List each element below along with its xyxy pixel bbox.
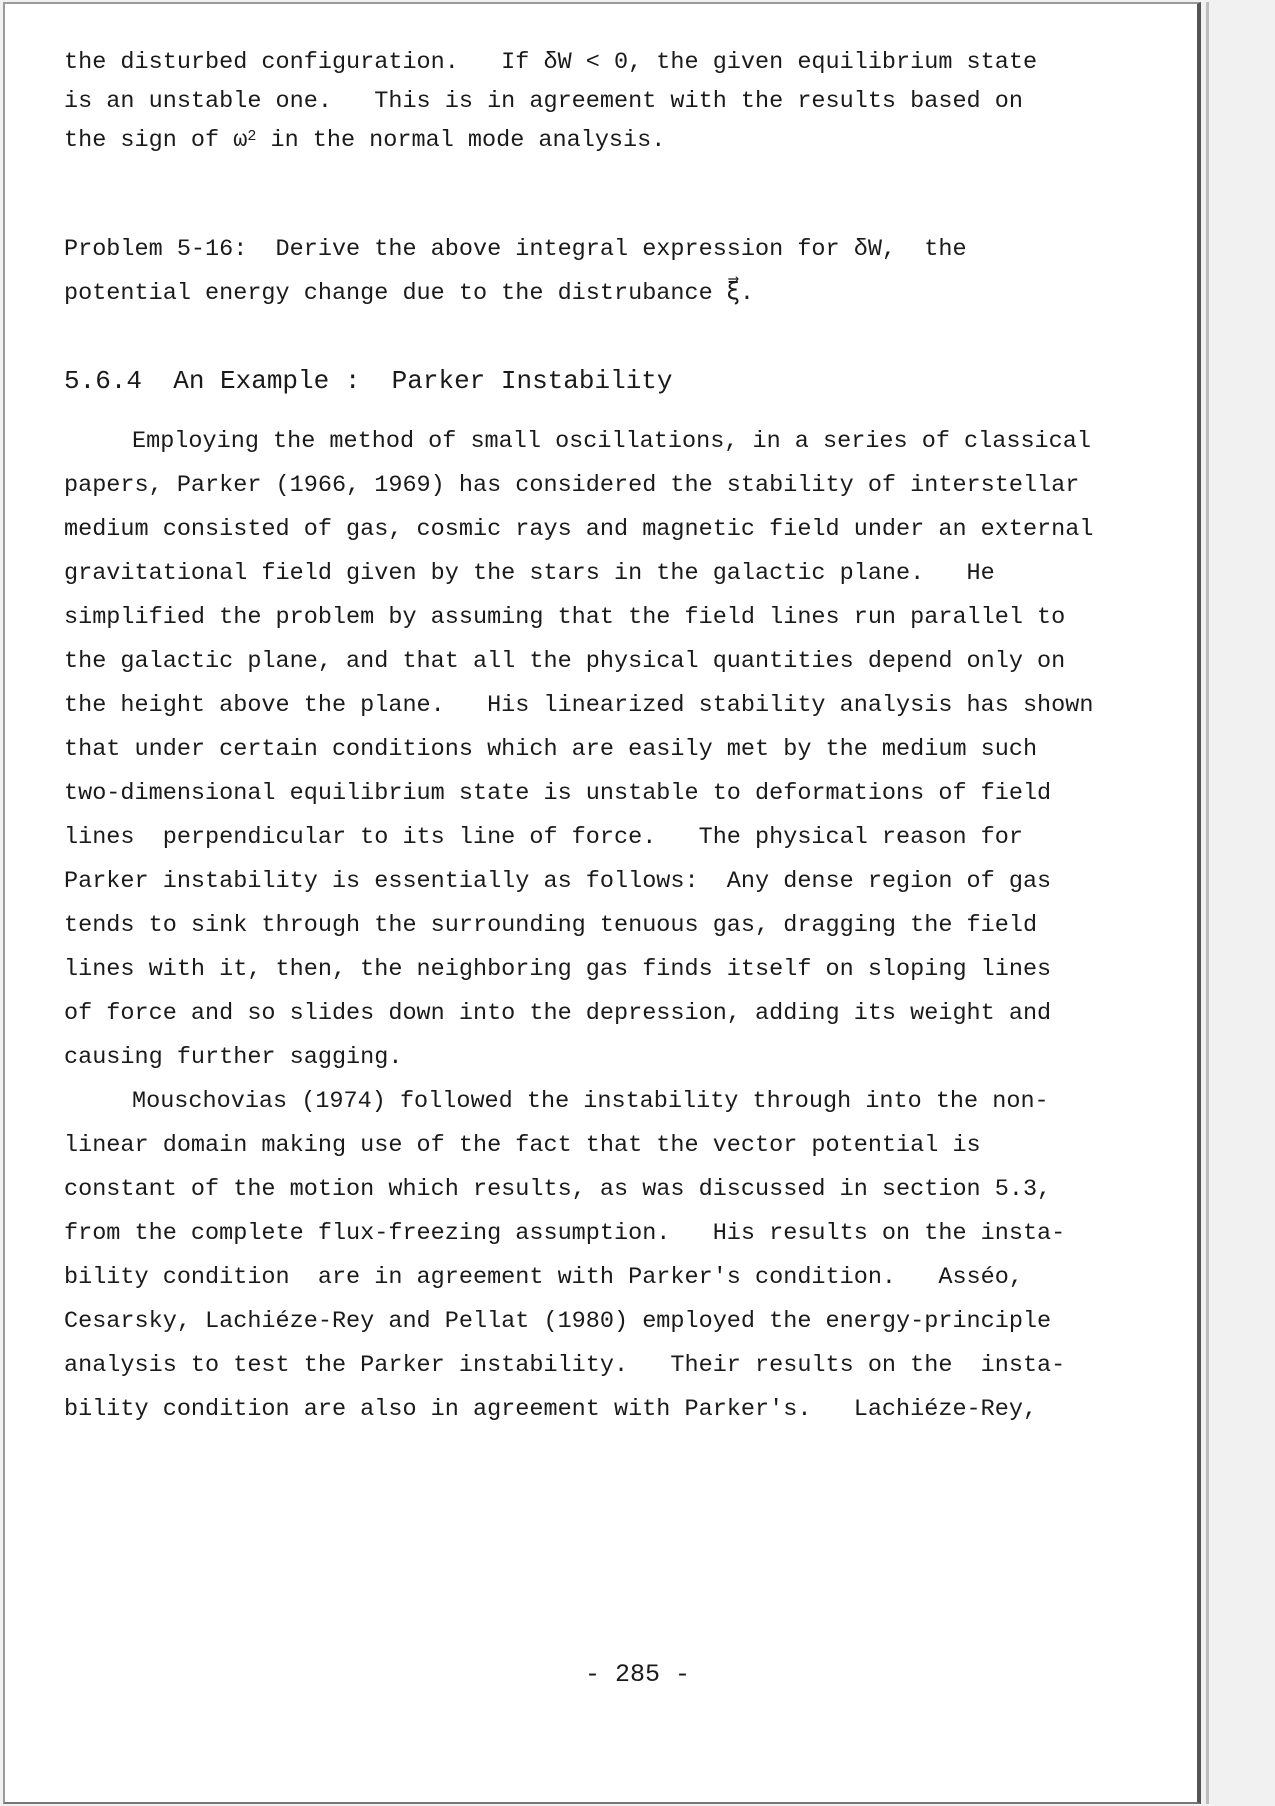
page-edge-shadow xyxy=(1206,2,1209,1804)
paragraph-line: tends to sink through the surrounding tenuous gas, dragging the field xyxy=(64,912,1038,939)
superscript: 2 xyxy=(247,128,257,145)
problem-line: potential energy change due to the distrubance ξ⃗. xyxy=(64,280,755,307)
paragraph-line: bility condition are also in agreement with Parker's. Lachiéze-Rey, xyxy=(64,1396,1038,1423)
paragraph-line: that under certain conditions which are easily met by the medium such xyxy=(64,736,1038,763)
text-line xyxy=(64,126,665,156)
paragraph-line: from the complete flux-freezing assumption. His results on the insta- xyxy=(64,1220,1066,1247)
page-number: - 285 - xyxy=(584,1660,691,1689)
paragraph-line: gravitational field given by the stars in the galactic plane. He xyxy=(64,560,995,587)
text-fragment: in the normal mode analysis. xyxy=(256,127,666,154)
paragraph-line: Employing the method of small oscillations, in a series of classical xyxy=(132,428,1091,455)
paragraph-line: simplified the problem by assuming that the field lines run parallel to xyxy=(64,604,1066,631)
paragraph-line: Mouschovias (1974) followed the instability through into the non- xyxy=(132,1088,1049,1115)
text-fragment: the sign of ω xyxy=(64,127,248,154)
paragraph-line: two-dimensional equilibrium state is unstable to deformations of field xyxy=(64,780,1052,807)
document-page xyxy=(3,2,1201,1804)
text-line: is an unstable one. This is in agreement with the results based on xyxy=(64,88,1023,115)
paragraph-line: linear domain making use of the fact that the vector potential is xyxy=(64,1132,981,1159)
section-heading: 5.6.4 An Example : Parker Instability xyxy=(64,366,673,396)
paragraph-line: papers, Parker (1966, 1969) has considered the stability of interstellar xyxy=(64,472,1080,499)
paragraph-line: constant of the motion which results, as was discussed in section 5.3, xyxy=(64,1176,1052,1203)
paragraph-line: Parker instability is essentially as follows: Any dense region of gas xyxy=(64,868,1052,895)
paragraph-line: analysis to test the Parker instability. Their results on the insta- xyxy=(64,1352,1066,1379)
paragraph-line: Cesarsky, Lachiéze-Rey and Pellat (1980) employed the energy-principle xyxy=(64,1308,1052,1335)
paragraph-line: medium consisted of gas, cosmic rays and magnetic field under an external xyxy=(64,516,1094,543)
problem-line: Problem 5-16: Derive the above integral expression for δW, the xyxy=(64,236,967,263)
paragraph-line: of force and so slides down into the depression, adding its weight and xyxy=(64,1000,1052,1027)
paragraph-line: the height above the plane. His linearized stability analysis has shown xyxy=(64,692,1094,719)
paragraph-line: causing further sagging. xyxy=(64,1044,403,1071)
paragraph-line: lines perpendicular to its line of force. The physical reason for xyxy=(64,824,1023,851)
paragraph-line: lines with it, then, the neighboring gas finds itself on sloping lines xyxy=(64,956,1052,983)
text-line: the disturbed configuration. If δW < 0, the given equilibrium state xyxy=(64,49,1038,76)
paragraph-line: the galactic plane, and that all the physical quantities depend only on xyxy=(64,648,1066,675)
paragraph-line: bility condition are in agreement with Parker's condition. Asséo, xyxy=(64,1264,1023,1291)
